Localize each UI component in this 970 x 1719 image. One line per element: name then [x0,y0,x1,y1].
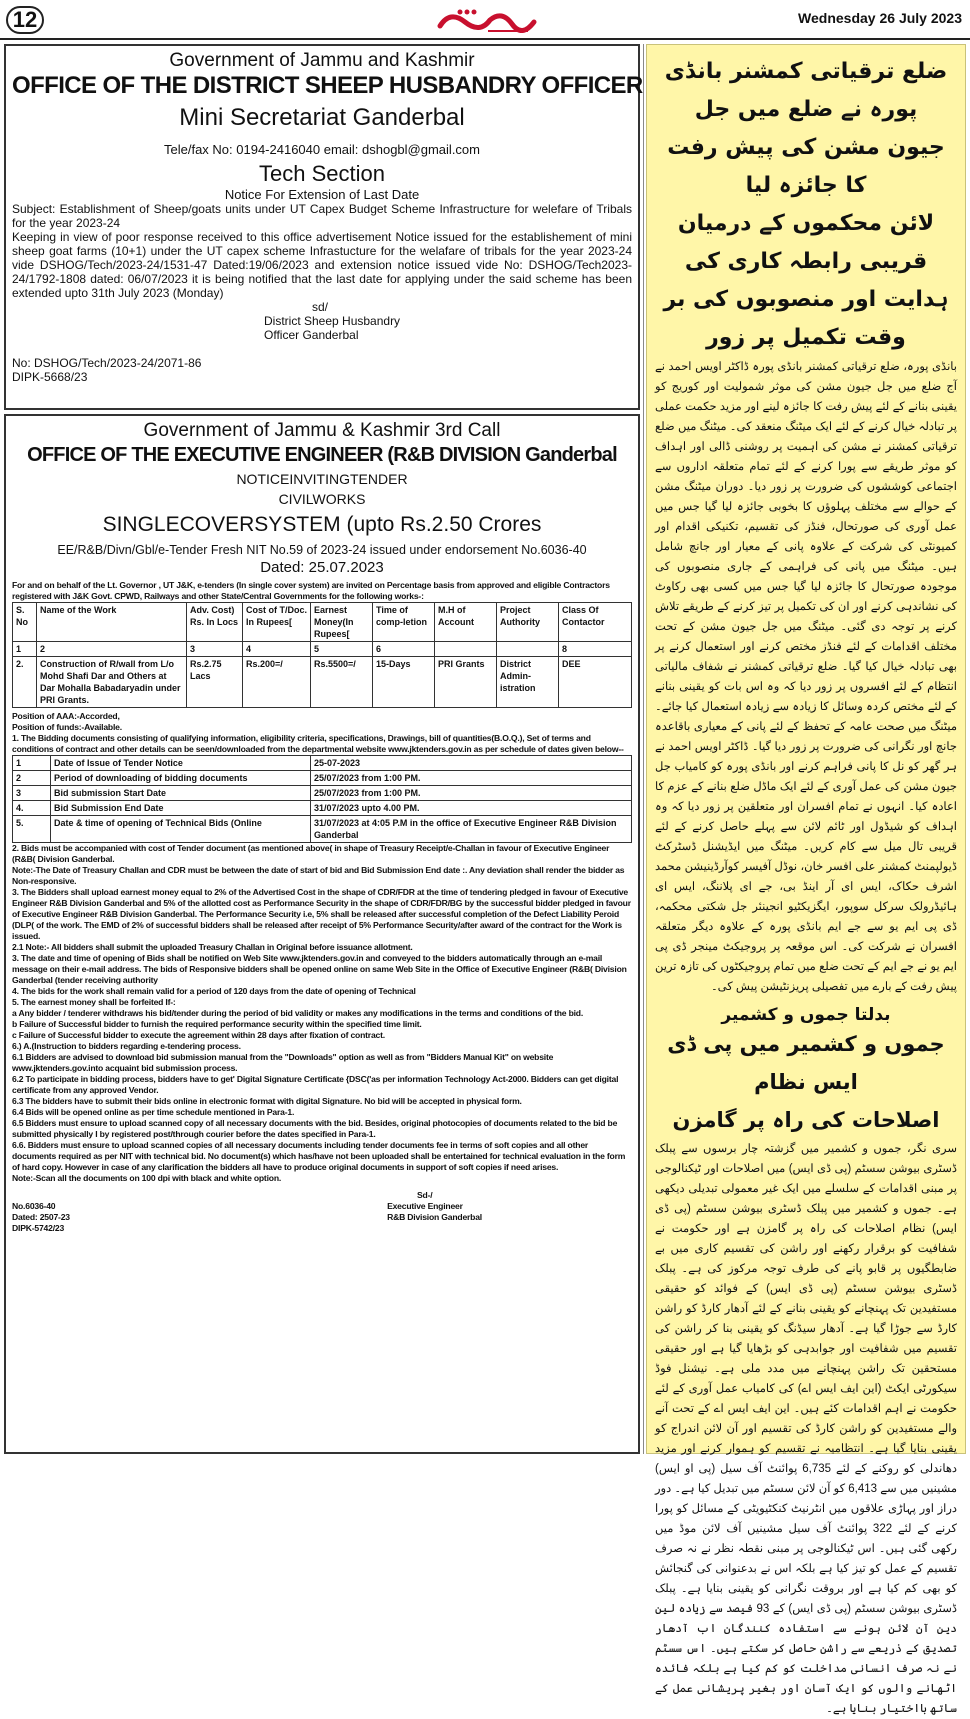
date-label: Date & time of opening of Technical Bids (Online [51,816,311,843]
date-value: 31/07/2023 at 4:05 P.M in the office of Executive Engineer R&B Division Ganderbal [311,816,632,843]
notice2-nit: NOTICEINVITINGTENDER [236,471,408,487]
tender-para: 6.) A.(Instruction to bidders regarding e-tendering process. [12,1041,241,1051]
th-time: Time of comp-letion [373,603,435,642]
notice2-no: No.6036-40 [12,1201,56,1211]
tender-para: 6.5 Bidders must ensure to upload scanned copy of all necessary documents with the bid. Besides, original photocopies of documents related to the bid be submitted physically I by registered post/through courier before the dates specified in Para-1. [12,1118,618,1139]
tender-para: Note:-The Date of Treasury Challan and CDR must be between the date of start of bid and Bid Submission End date :. Any deviation shall render the bidder as Non-responsive. [12,865,625,886]
notice1-office: OFFICE OF THE DISTRICT SHEEP HUSBANDRY OFFICER [12,72,643,99]
table-row [13,786,632,801]
index-cell: 1 [13,642,37,657]
tender-para: c Failure of Successful bidder to execute the agreement within 28 days after fixation of contract. [12,1030,385,1040]
notice1-contact: Tele/fax No: 0194-2416040 email: dshogbl@gmail.com [164,142,480,157]
row-earnest: Rs.5500=/ [311,657,373,708]
urdu-news-column [646,44,966,1715]
tender-para: 6.2 To participate in bidding process, bidders have to get' Digital Signature Certificate {DSC('as per information Technology Act-2000. Bidders can get digital certificate from any approved Vendor. [12,1074,619,1095]
date-value: 25/07/2023 from 1:00 PM. [311,771,632,786]
th-name: Name of the Work [37,603,187,642]
tender-para: b Failure of Successful bidder to furnish the required performance security within the specified time limit. [12,1019,422,1029]
notice1-dipk: DIPK-5668/23 [12,370,88,384]
tender-para: 3. The date and time of opening of Bids shall be notified on Web Site www.jktenders.gov.in and conveyed to the bidders automatically through an e-mail message on their e-mail address. The bids of Responsive bidders shall be opened online on same Web Site in the Office of Executive Engineer (R&B( Division Ganderbal (tender receiving authority [12,953,627,985]
sheep-husbandry-notice [4,44,643,410]
th-adv-cost: Adv. Cost) Rs. In Locs [187,603,243,642]
urdu-headline-1: ضلع ترقیاتی کمشنر بانڈی پورہ نے ضلع میں جل [664,59,948,122]
tender-para: 4. The bids for the work shall remain valid for a period of 120 days from the date of opening of Technical [12,986,416,996]
tender-para: 2.1 Note:- All bidders shall submit the uploaded Treasury Challan in Original before issuance allotment. [12,942,413,952]
index-cell: 5 [311,642,373,657]
notice2-system: SINGLECOVERSYSTEM (upto Rs.2.50 Crores [102,513,542,536]
notice1-body: Keeping in view of poor response received to this office advertisement Notice issued for the establishement of mini sheep goat farms (10+1) under the UT capex scheme Infrastucture for the welafare of tribals for the year 2023-24 vide DSHOG/Tech/2023-24/1531-47 Dated:19/06/2023 and extension notice issued vide No: DSHOG/Tech2023-24/1792-1808 dated: 06/07/2023 it is being notified that the last date for applying under the said scheme has been extended upto 31th July 2023 (Monday) [12,230,632,300]
index-cell: 3 [187,642,243,657]
th-project: Project Authority [497,603,559,642]
tender-para: 2. Bids must be accompanied with cost of Tender document (as mentioned above( in shape of Treasury Receipt/e-Challan in favour of Executive Engineer (R&B( Division Ganderbal. [12,843,610,864]
notice2-footer [12,1201,632,1234]
notice1-location: Mini Secretariat Ganderbal [179,104,465,131]
tender-para: 6.1 Bidders are advised to download bid submission manual from the "Downloads" option as well as from "Bidders Manual Kit" on website www.jktenders.gov.into acquaint bid submission process. [12,1052,554,1073]
date-sno: 5. [13,816,51,843]
newspaper-logo [430,2,540,38]
issue-date: Wednesday 26 July 2023 [798,10,962,26]
date-value: 25/07/2023 from 1:00 PM. [311,786,632,801]
table-row [13,657,632,708]
table-row [13,816,632,843]
table-row [13,771,632,786]
row-project: District Admin-istration [497,657,559,708]
para-1: 1. The Bidding documents consisting of qualifying information, eligibility criteria, specifications, Drawings, bill of quantities(B.O.Q.), Set of terms and conditions of contract and other details can be seen/downloaded from the departmental website www.jktenders.gov.in as per schedule of dates given below-- [12,733,624,754]
notice2-date-ref: Dated: 2507-23 [12,1212,70,1222]
tender-para: 6.6. Bidders must ensure to upload scanned copies of all necessary documents including tender documents fee in terms of soft copies and all other documents required as per NIT with technical bid. No document(s) which has/have not been uploaded shall be entertained for technical evaluation in the form of hard copy. However in case of any clarification the bidders all have to produce original documents in support of soft copies if need arises. [12,1140,626,1172]
urdu-headline-3: لائن محکموں کے درمیان قریبی رابطہ کاری کی [677,211,935,274]
works-table [12,602,632,708]
date-label: Bid Submission End Date [51,801,311,816]
date-label: Bid submission Start Date [51,786,311,801]
row-mh: PRI Grants [435,657,497,708]
notice2-signatory-1: Executive Engineer [387,1201,463,1211]
date-value: 31/07/2023 upto 4.00 PM. [311,801,632,816]
urdu-section-label: بدلتا جموں و کشمیر [721,1005,891,1025]
notice2-office: OFFICE OF THE EXECUTIVE ENGINEER (R&B DIVISION Ganderbal [27,444,617,466]
index-cell [497,642,559,657]
urdu-headline-2: جیون مشن کی پیش رفت کا جائزہ لیا [667,135,945,198]
notice2-intro: For and on behalf of the Lt. Governor , UT J&K, e-tenders (In single cover system) are invited on Percentage basis from approved and eligible Contractors registered with J&K Govt. CPWD, Railways and other State/Central Governments for the following works-: [12,580,610,601]
urdu-story-2: سری نگر، جموں و کشمیر میں گزشتہ چار برسوں سے پبلک ڈسٹری بیوشن سسٹم (پی ڈی ایس) میں اصلاحات اور ٹیکنالوجی پر مبنی اقدامات کے سلسلے میں ایک غیر معمولی تبدیلی دیکھی ہے۔ جموں و کشمیر میں پبلک ڈسٹری بیوشن سسٹم (پی ڈی ایس) نظام اصلاحات کی راہ پر گامزن ہے اور حکومت نے شفافیت کو برقرار رکھنے اور راشن کی تقسیم کاری میں بے ضابطگیوں پر قابو پانے کی طرف توجہ مرکوز کی ہے۔ پبلک ڈسٹری بیوشن سسٹم (پی ڈی ایس) کے فوائد کو حقیقی مستفیدین تک پہنچانے کو یقینی بنانے کے لئے آدھار کارڈ کو راشن کارڈ سے جوڑا گیا ہے۔ آدھار سیڈنگ کو یقینی بنا کر راشن کی تقسیم میں شفافیت اور جوابدہی کو بڑھایا گیا ہے اور حقیقی مستحقین تک راشن پہنچانے میں مدد ملی ہے۔ نیشنل فوڈ سیکورٹی ایکٹ (این ایف ایس اے) کی کامیاب عمل آوری کے لئے حکومت نے اہم اقدامات کئے ہیں۔ این ایف ایس اے کے تحت آنے والے مستفیدین کو راشن کارڈ کی تقسیم اور آن لائن اندراج کو یقینی بنایا گیا ہے۔ انتظامیہ نے تقسیم کو ہموار کرنے اور مزید دھاندلی کو روکنے کے لئے 6,735 پوائنٹ آف سیل (پی او ایس) مشینیں میں سے 6,413 کو آن لائن سسٹم میں تبدیل کیا ہے۔ دور دراز اور پہاڑی علاقوں میں انٹرنیٹ کنکٹیویٹی کے مسائل کو پورا کرنے کے لئے 322 پوائنٹ آف سیل مشینیں آف لائن موڈ میں رکھی گئی ہیں۔ اس ٹیکنالوجی پر مبنی نقطہ نظر نے نہ صرف تقسیم کے عمل کو تیز کیا ہے بلکہ اس نے بدعنوانی کی گنجائش کو بھی کم کیا ہے اور بروقت نگرانی کو یقینی بنایا ہے۔ پبلک ڈسٹری بیوشن سسٹم (پی ڈی ایس) کے 93 فیصد سے زیادہ لین دین آن لائن ہونے سے استفادہ کنندگان اب آدھار تصدیق کے ذریعے سے راشن حاصل کر سکتے ہیں۔ اس سسٹم نے نہ صرف انسانی مداخلت کو کم کیا ہے بلکہ فائدہ اٹھانے والوں کو ایک آسان اور بغیر پریشانی عمل کے ساتھ بااختیار بنایا ہے۔ [655,1143,958,1715]
date-sno: 2 [13,771,51,786]
tender-notice [4,414,640,1454]
date-sno: 1 [13,756,51,771]
index-cell: 4 [243,642,311,657]
th-earnest: Earnest Money(In Rupees[ [311,603,373,642]
row-time: 15-Days [373,657,435,708]
date-sno: 4. [13,801,51,816]
urdu-headline-4: ہدایت اور منصوبوں کی بر وقت تکمیل پر زور [663,287,949,350]
date-value: 25-07-2023 [311,756,632,771]
notice2-dated: Dated: 25.07.2023 [260,559,384,576]
tender-para: a Any bidder / tenderer withdraws his bid/tender during the period of bid validity or makes any modifications in the terms and conditions of the bid. [12,1008,584,1018]
position-funds: Position of funds:-Available. [12,722,122,732]
table-row [13,756,632,771]
row-adv-cost: Rs.2.75 Lacs [187,657,243,708]
notice1-government: Government of Jammu and Kashmir [169,50,475,71]
urdu-story-1: بانڈی پورہ، ضلع ترقیاتی کمشنر بانڈی پورہ ڈاکٹر اویس احمد نے آج ضلع میں جل جیون مشن کی موثر شمولیت اور کوریج کو یقینی بنانے کے لئے پیش رفت کا جائزہ لینے اور مزید حکمت عملی پر تبادلہ خیال کرنے کے لئے ایک میٹنگ منعقد کی۔ میٹنگ میں ضلع ترقیاتی کمشنر نے مشن کی اہمیت پر روشنی ڈالی اور اہداف کو موثر طریقے سے پورا کرنے کے لئے تمام متعلقہ اداروں سے اجتماعی کوششوں کی ضرورت پر زور دیا۔ دوران میٹنگ مشن کے حوالے سے مختلف پہلوؤں کا بخوبی جائزہ لیا گیا جس میں عمل آوری کی صورتحال، فنڈز کی تقسیم، تکنیکی اقدام اور کمیونٹی کی شرکت کے علاوہ پانی کے معیار اور جانچ شامل ہیں۔ میٹنگ میں پانی کی فراہمی کے جاری منصوبوں کی موجودہ صورتحال کا جائزہ لیا گیا جس میں کسی بھی رکاوٹ کی نشاندہی کرنے اور ان کی تکمیل پر تیز کرنے کے طریقے تلاش کرنے پر توجہ دی گئی۔ میٹنگ میں جل جیون مشن کے تحت مختلف اقدامات کے لئے فنڈز مختص کرنے اور استعمال کرنے پر بھی تبادلہ خیال کیا گیا۔ ضلع ترقیاتی کمشنر نے شفاف مالیاتی انتظام کے لئے افسروں پر زور دیا کہ وہ اس بات کو یقینی بنانے کے لئے مختص کردہ وسائل کا زیادہ سے زیادہ استعمال کیا جائے۔ میٹنگ میں صحت عامہ کے تحفظ کے لئے پانی کے معیاری باقاعدہ جانچ اور نگرانی کی ضرورت پر زور دیا گیا۔ ڈاکٹر اویس احمد نے ہر گھر کو نل کا پانی فراہم کرنے اور بانڈی پورہ کو کامیاب جل جیون مشن کی عمل آوری کے لئے ایک ماڈل ضلع بنانے کے عزم کا اعادہ کیا۔ انہوں نے تمام افسران اور متعلقین پر زور دیا کہ وہ اہداف کو شیڈول اور ٹائم لائن سے پہلے حاصل کرنے کے لئے قریبی تال میل سے کام کریں۔ میٹنگ میں ایڈیشنل ڈسٹرکٹ ڈیولپمنٹ کمشنر علی افسر خان، نوڈل آفیسر کوآرڈینیشن محمد اشرف حکاک، ایس ای آر اینڈ بی، جے ای پلاننگ، ایس ای ہائیڈرولک سرکل سوپور، ایگزیکٹیو انجینئر جل شکتی محکمہ، ڈی پی ایم یو سے جے ایم بانڈی پورہ کے علاوہ دیگر متعلقہ افسران نے شرکت کی۔ اس موقعہ پر پروجیکٹ مینجر ڈی پی ایم یو نے جے ایم کے تحت ضلع میں تمام پروجیکٹوں کی تازہ ترین پیش رفت کے بارے میں تفصیلی پریزنٹیشن پیش کی۔ [655,361,957,993]
notice2-government: Government of Jammu & Kashmir 3rd Call [143,420,501,441]
page-number: 12 [6,6,44,34]
notice1-ref-no: No: DSHOG/Tech/2023-24/2071-86 [12,356,202,370]
notice1-section: Tech Section [259,161,385,186]
notice1-subject: Subject: Establishment of Sheep/goats units under UT Capex Budget Scheme Infrastructure for welefare of Tribals for the year 2023-24 [12,202,632,230]
notice2-works: CIVILWORKS [278,491,366,507]
tender-paragraphs [12,843,632,1184]
urdu-headline2-1: جموں و کشمیر میں پی ڈی ایس نظام [667,1032,945,1094]
column-rule [643,44,644,1454]
notice1-signatory-1: District Sheep Husbandry [264,314,401,328]
index-cell: 8 [559,642,632,657]
row-sno: 2. [13,657,37,708]
tender-para: 5. The earnest money shall be forfeited If-: [12,997,176,1007]
tender-para: 6.4 Bids will be opened online as per time schedule mentioned in Para-1. [12,1107,295,1117]
date-label: Period of downloading of bidding documents [51,771,311,786]
row-work-name: Construction of R/wall from L/o Mohd Shafi Dar and Others at Dar Mohalla Babadaryadin under PRI Grants. [37,657,187,708]
index-cell: 6 [373,642,435,657]
date-sno: 3 [13,786,51,801]
row-class: DEE [559,657,632,708]
position-aaa: Position of AAA:-Accorded, [12,711,120,721]
index-cell [435,642,497,657]
th-mh: M.H of Account [435,603,497,642]
th-class: Class Of Contactor [559,603,632,642]
notice1-sd: sd/ [312,300,329,314]
notice2-dipk: DIPK-5742/23 [12,1223,65,1233]
th-cost-tdoc: Cost of T/Doc. In Rupees[ [243,603,311,642]
notice2-ref: EE/R&B/Divn/Gbl/e-Tender Fresh NIT No.59 of 2023-24 issued under endorsement No.6036-40 [57,543,587,557]
tender-para: Note:-Scan all the documents on 100 dpi with black and white option. [12,1173,282,1183]
table-header-row [13,603,632,642]
dates-table [12,755,632,843]
index-cell: 2 [37,642,187,657]
date-label: Date of Issue of Tender Notice [51,756,311,771]
notice2-signatory-2: R&B Division Ganderbal [387,1212,482,1222]
newspaper-logo-icon [430,2,540,38]
notice1-signatory-2: Officer Ganderbal [264,328,359,342]
table-row [13,801,632,816]
th-sno: S. No [13,603,37,642]
notice2-sd: Sd-/ [417,1190,433,1200]
tender-para: 3. The Bidders shall upload earnest money equal to 2% of the Advertised Cost in the shape of CDR/FDR at the time of tendering pledged in favour of Executive Engineer R&B Division Ganderbal and 5% of the allotted cost as Performance Security in the shape of CDR/FDR/BG by the successful bidder pledged in favour of Executive Engineer R&B Division Ganderbal. The Performance Security i.e, 5% shall be released after successful completion of the Defect Liability Peroid (DLP( of the work. The EMD of 2% of successful bidders shall be released after receipt of 5% Performance Security/after award of the contract for the Work is issued. [12,887,631,941]
tender-para: 6.3 The bidders have to submit their bids online in electronic format with digital Signature. No bid will be accepted in physical form. [12,1096,522,1106]
row-cost-tdoc: Rs.200=/ [243,657,311,708]
urdu-headline2-2: اصلاحات کی راہ پر گامزن [672,1108,940,1132]
table-index-row [13,642,632,657]
masthead [0,0,970,40]
notice1-title: Notice For Extension of Last Date [224,187,420,202]
